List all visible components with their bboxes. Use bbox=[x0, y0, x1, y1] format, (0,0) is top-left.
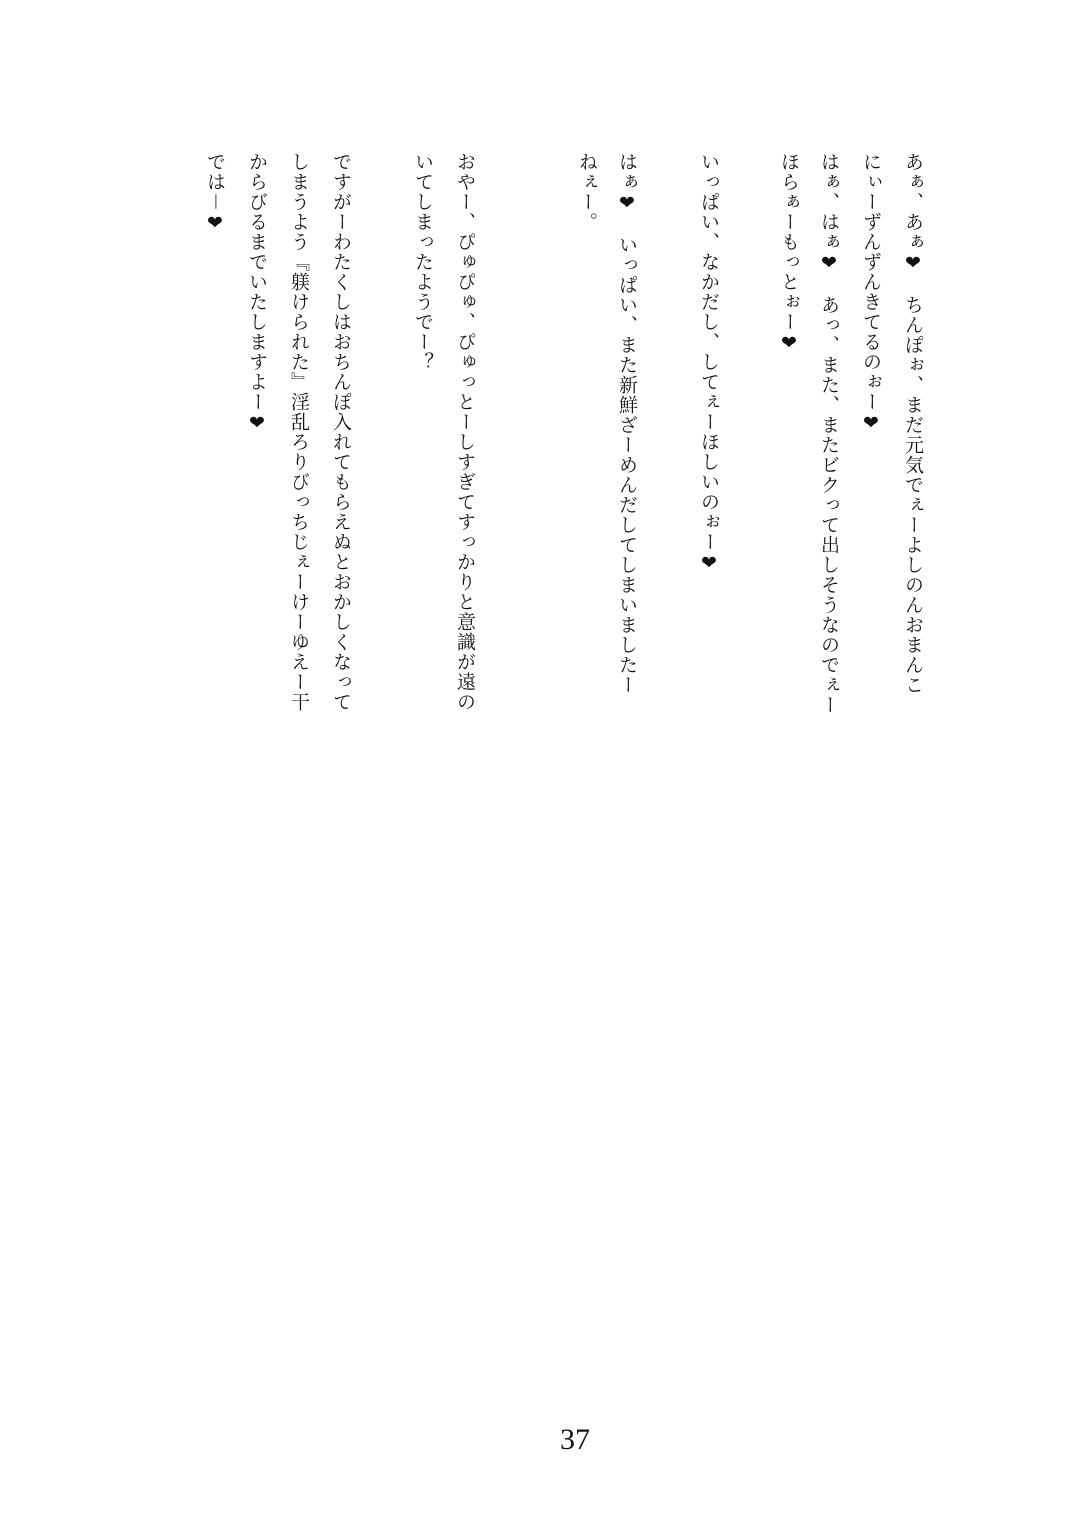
text-line: しまうよう『躾けられた』淫乱ろりびっちじぇーけーゆえー干 bbox=[288, 152, 310, 712]
text-line: ほらぁーもっとぉー❤ bbox=[778, 152, 800, 355]
text-line: いてしまったようでー？ bbox=[412, 152, 434, 372]
text-line bbox=[654, 152, 684, 772]
text-line bbox=[734, 152, 764, 772]
page-number: 37 bbox=[560, 1423, 590, 1456]
text-line: ねぇー。 bbox=[576, 152, 598, 232]
text-line: あぁ、あぁ❤ ちんぽぉ、まだ元気でぇーよしのんおまんこ bbox=[902, 152, 924, 695]
text-line: ですがーわたくしはおちんぽ入れてもらえぬとおかしくなって bbox=[330, 152, 352, 712]
text-line: おやー、ぴゅぴゅ、ぴゅっとーしすぎてすっかりと意識が遠の bbox=[454, 152, 476, 712]
text-line: にぃーずんずんきてるのぉー❤ bbox=[860, 152, 882, 435]
text-line: からびるまでいたしますよー❤ bbox=[246, 152, 268, 435]
text-line: はぁ❤ いっぱい、また新鮮ざーめんだしてしまいましたー bbox=[616, 152, 638, 695]
text-line bbox=[368, 152, 398, 772]
text-line bbox=[532, 152, 562, 772]
text-line: では－❤ bbox=[204, 152, 226, 236]
text-line: はぁ、はぁ❤ あっ、また、またビクって出しそうなのでぇー bbox=[818, 152, 840, 715]
text-line: いっぱい、なかだし、してぇーほしいのぉー❤ bbox=[698, 152, 720, 575]
